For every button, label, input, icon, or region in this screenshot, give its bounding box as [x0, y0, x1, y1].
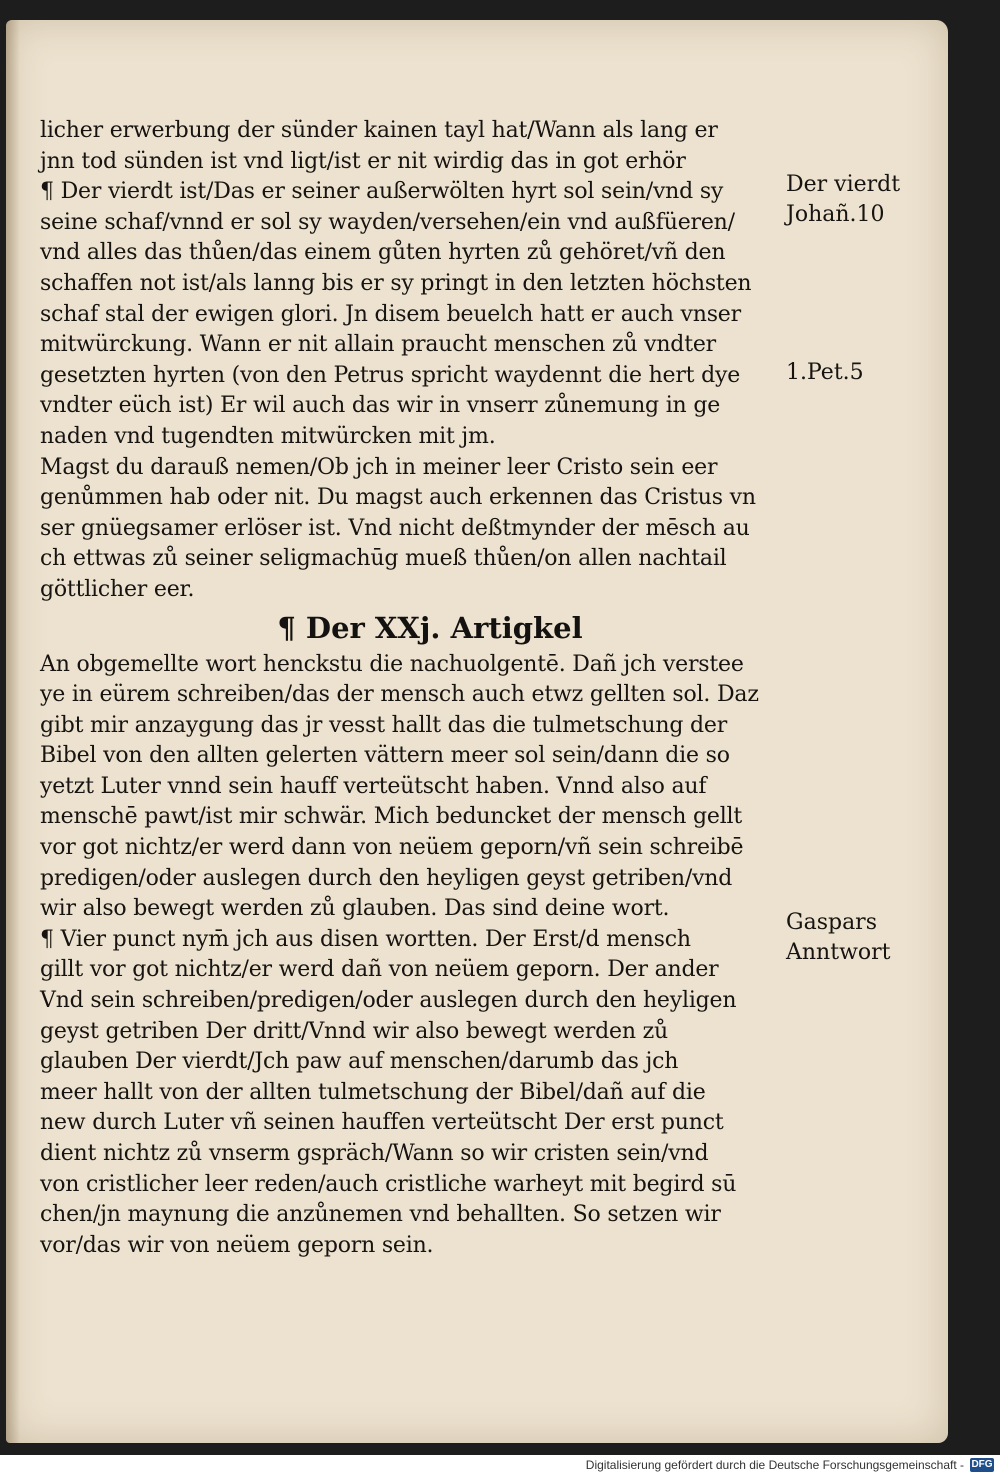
dfg-logo: DFG: [971, 1459, 993, 1470]
book-page: [6, 20, 948, 1443]
text-line: genůmmen hab oder nit. Du magst auch erkennen das Cristus vn: [40, 485, 756, 511]
text-line: jnn tod sünden ist vnd ligt/ist er nit wirdig das in got erhör: [40, 148, 686, 174]
margin-note-gaspars: [786, 908, 946, 968]
text-line: gibt mir anzaygung das jr vesst hallt das die tulmetschung der: [40, 712, 728, 738]
text-line: schaf stal der ewigen glori. Jn disem beuelch hatt er auch vnser: [40, 301, 741, 327]
text-line: naden vnd tugendten mitwürcken mit jm.: [40, 423, 496, 449]
text-line: dient nichtz zů vnserm gspräch/Wann so wir cristen sein/vnd: [40, 1141, 709, 1166]
text-line: ye in eürem schreiben/das der mensch auch etwz gellten sol. Daz: [40, 682, 759, 708]
text-line: gesetzten hyrten (von den Petrus spricht waydennt die hert dye: [40, 362, 741, 388]
text-line: meer hallt von der allten tulmetschung der Bibel/dañ auf die: [40, 1079, 706, 1105]
text-line: wir also bewegt werden zů glauben. Das sind deine wort.: [40, 896, 670, 922]
text-line: vndter eüch ist) Er wil auch das wir in vnserr zůnemung in ge: [40, 393, 721, 419]
margin-note-line: Der vierdt: [786, 172, 901, 197]
text-line: An obgemellte wort henckstu die nachuolgentē. Dañ jch verstee: [40, 651, 744, 677]
text-line: predigen/oder auslegen durch den heyligen geyst getriben/vnd: [40, 865, 733, 891]
text-line: yetzt Luter vnnd sein hauff verteütscht haben. Vnnd also auf: [40, 773, 707, 799]
margin-note-line: 1.Pet.5: [786, 360, 864, 385]
text-line: ¶ Vier punct nym̄ jch aus disen wortten. Der Erst/d mensch: [40, 926, 691, 952]
text-line: vor got nichtz/er werd dann von neüem geporn/vñ sein schreibē: [40, 835, 744, 861]
text-line: menschē pawt/ist mir schwär. Mich beduncket der mensch gellt: [40, 804, 743, 830]
main-text-block: [40, 116, 780, 1261]
text-line: vor/das wir von neüem geporn sein.: [40, 1232, 434, 1258]
text-line: seine schaf/vnnd er sol sy wayden/versehen/ein vnd außfüeren/: [40, 209, 735, 235]
text-line: gillt vor got nichtz/er werd dañ von neüem geporn. Der ander: [40, 957, 719, 983]
footer-bar: [0, 1455, 1000, 1477]
margin-note-line: Gaspars: [786, 910, 877, 935]
section-heading: ¶ Der XXj. Artigkel: [277, 610, 583, 645]
text-line: Magst du darauß nemen/Ob jch in meiner leer Cristo sein eer: [40, 454, 718, 480]
text-line: ser gnüegsamer erlöser ist. Vnd nicht deßtmynder der mēsch au: [40, 515, 750, 541]
margin-note-line: Anntwort: [786, 940, 891, 965]
text-line: glauben Der vierdt/Jch paw auf menschen/darumb das jch: [40, 1049, 679, 1075]
text-line: ch ettwas zů seiner seligmachūg mueß thůen/on allen nachtail: [40, 546, 727, 572]
text-line: ¶ Der vierdt ist/Das er seiner außerwölten hyrt sol sein/vnd sy: [40, 179, 724, 205]
margin-note-vierdt: [786, 170, 946, 230]
text-line: göttlicher eer.: [40, 576, 195, 602]
text-line: vnd alles das thůen/das einem gůten hyrten zů gehöret/vñ den: [40, 240, 726, 266]
margin-note-petrus: [786, 358, 946, 388]
text-line: geyst getriben Der dritt/Vnnd wir also bewegt werden zů: [40, 1018, 668, 1044]
margin-note-line: Johañ.10: [786, 202, 885, 227]
text-line: Bibel von den allten gelerten vättern meer sol sein/dann die so: [40, 743, 730, 769]
text-line: von cristlicher leer reden/auch cristliche warheyt mit begird sū: [40, 1171, 737, 1197]
text-line: chen/jn maynung die anzůnemen vnd behallten. So setzen wir: [40, 1202, 721, 1228]
text-line: licher erwerbung der sünder kainen tayl hat/Wann als lang er: [40, 118, 718, 143]
text-line: mitwürckung. Wann er nit allain praucht menschen zů vndter: [40, 332, 716, 358]
text-line: schaffen not ist/als lanng bis er sy pringt in den letzten höchsten: [40, 270, 752, 296]
funding-credit: Digitalisierung gefördert durch die Deutsche Forschungsgemeinschaft -: [585, 1458, 964, 1472]
text-line: Vnd sein schreiben/predigen/oder auslegen durch den heyligen: [40, 988, 737, 1014]
text-line: new durch Luter vñ seinen hauffen verteütscht Der erst punct: [40, 1110, 724, 1136]
